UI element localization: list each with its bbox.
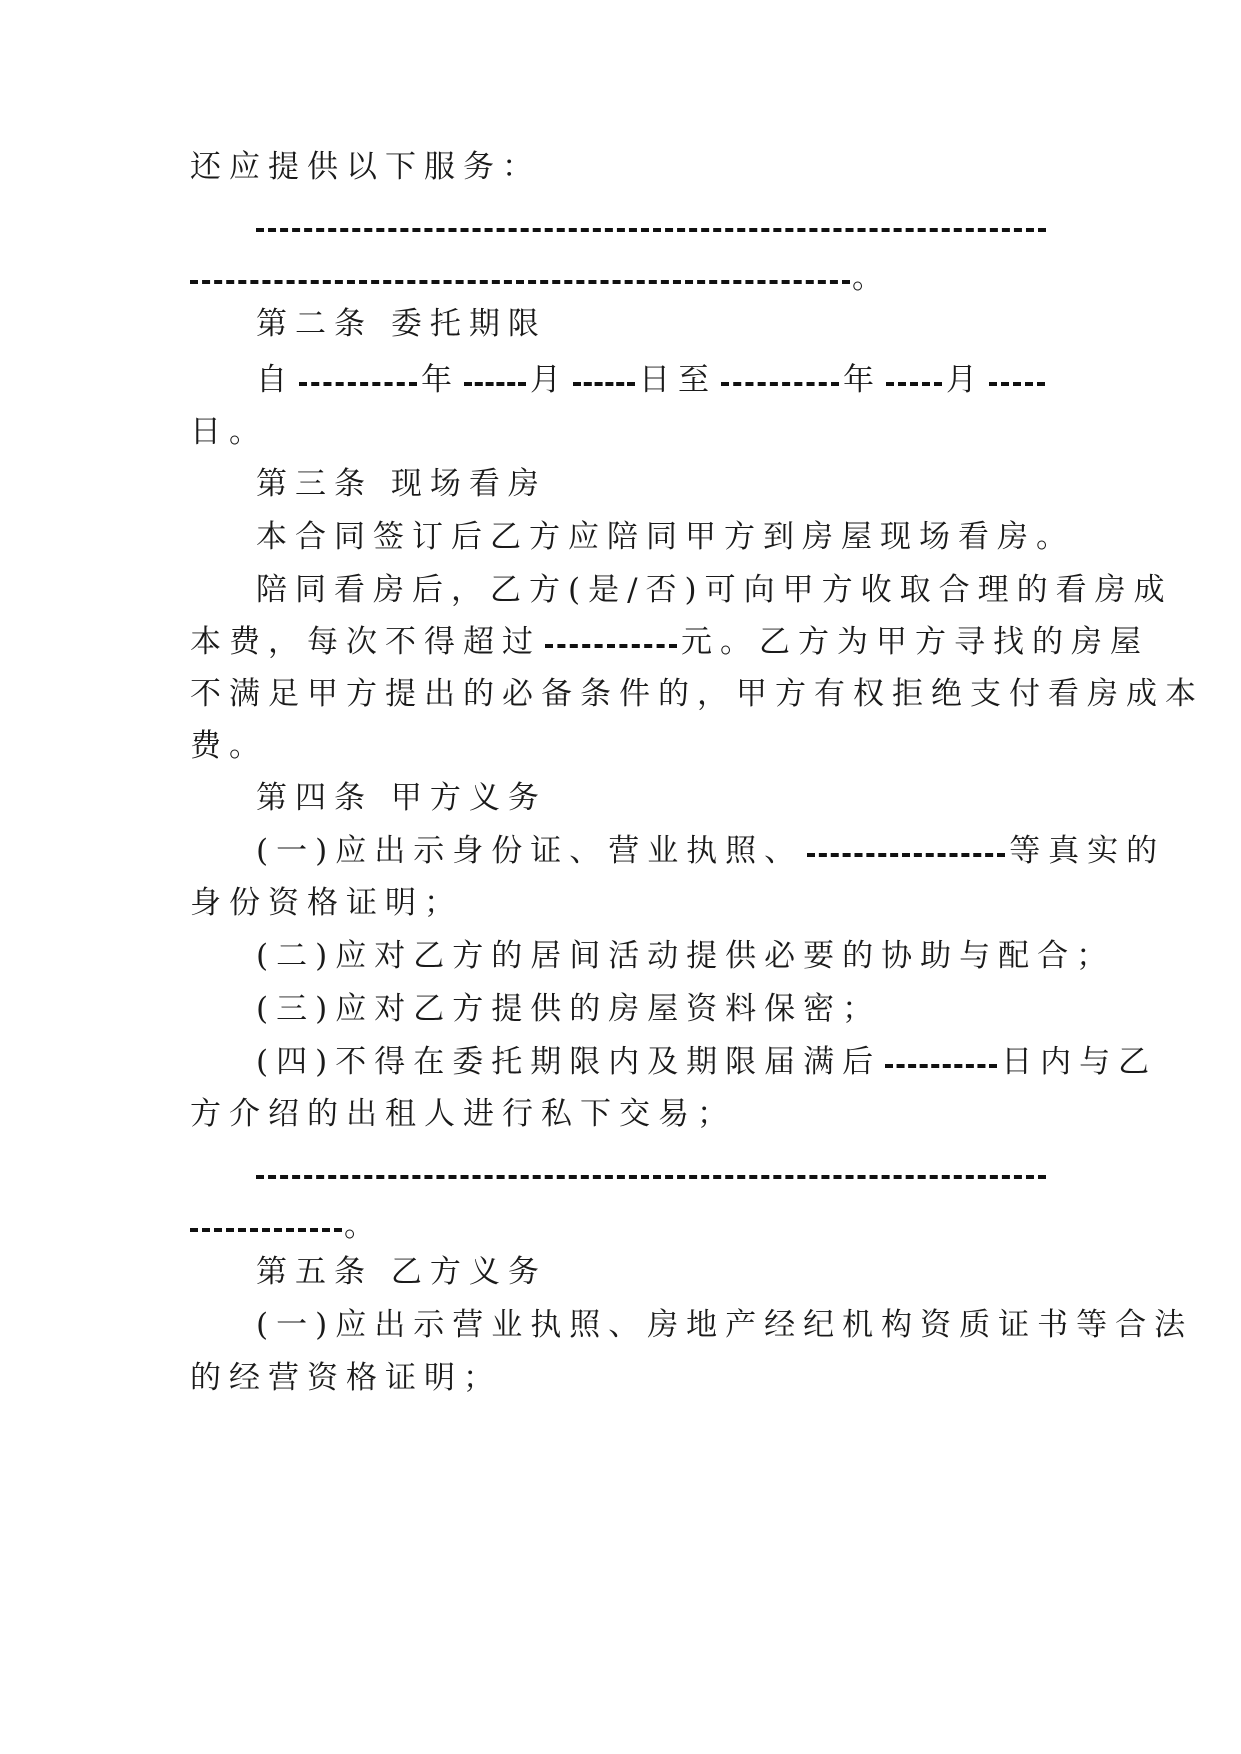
text-segment: 自	[256, 362, 295, 398]
period-mark: 。	[852, 260, 891, 296]
paragraph-line	[256, 829, 1166, 873]
paragraph-line	[190, 620, 1149, 664]
paragraph-line: 日。	[190, 414, 268, 450]
paragraph-line: 费。	[190, 728, 268, 764]
day-blank[interactable]	[573, 382, 635, 386]
paragraph-line: 身份资格证明；	[190, 885, 463, 921]
article-3-title: 第三条 现场看房	[256, 466, 547, 502]
paragraph-line: 还应提供以下服务：	[190, 149, 541, 185]
fee-blank[interactable]	[545, 644, 677, 648]
paragraph-line: 本合同签订后乙方应陪同甲方到房屋现场看房。	[256, 519, 1075, 555]
month-blank[interactable]	[886, 382, 942, 386]
text-segment: 年	[843, 362, 882, 398]
text-segment: 本费，每次不得超过	[190, 624, 541, 660]
text-segment: 月	[530, 362, 569, 398]
document-blank[interactable]	[807, 853, 1005, 857]
paragraph-line: (一)应出示营业执照、房地产经纪机构资质证书等合法	[256, 1307, 1194, 1343]
days-blank[interactable]	[885, 1064, 997, 1068]
paragraph-line	[256, 358, 1050, 402]
fill-in-blank[interactable]	[256, 1175, 1046, 1179]
year-blank[interactable]	[299, 382, 417, 386]
text-segment: 年	[421, 362, 460, 398]
fill-in-blank[interactable]	[256, 228, 1046, 232]
paragraph-line: 方介绍的出租人进行私下交易；	[190, 1096, 736, 1132]
text-segment: 日至	[639, 362, 717, 398]
period-mark: 。	[344, 1208, 383, 1244]
paragraph-line: (三)应对乙方提供的房屋资料保密；	[256, 991, 882, 1027]
month-blank[interactable]	[464, 382, 526, 386]
text-segment: (四)不得在委托期限内及期限届满后	[256, 1044, 882, 1080]
article-5-title: 第五条 乙方义务	[256, 1254, 547, 1290]
text-segment: 月	[946, 362, 985, 398]
text-segment: 日内与乙	[1001, 1044, 1158, 1080]
paragraph-line: 不满足甲方提出的必备条件的，甲方有权拒绝支付看房成本	[190, 676, 1204, 712]
text-segment: (一)应出示身份证、营业执照、	[256, 833, 804, 869]
fill-in-blank[interactable]	[190, 1228, 342, 1232]
paragraph-line: 陪同看房后，乙方(是/否)可向甲方收取合理的看房成	[256, 572, 1173, 608]
text-segment: 等真实的	[1009, 833, 1166, 869]
article-4-title: 第四条 甲方义务	[256, 780, 547, 816]
text-segment: 元。乙方为甲方寻找的房屋	[681, 624, 1149, 660]
fill-in-blank[interactable]	[190, 280, 850, 284]
article-2-title: 第二条 委托期限	[256, 306, 547, 342]
paragraph-line: 的经营资格证明；	[190, 1360, 502, 1396]
paragraph-line	[256, 1040, 1158, 1084]
year-blank[interactable]	[721, 382, 839, 386]
day-blank[interactable]	[989, 382, 1045, 386]
paragraph-line: (二)应对乙方的居间活动提供必要的协助与配合；	[256, 938, 1116, 974]
